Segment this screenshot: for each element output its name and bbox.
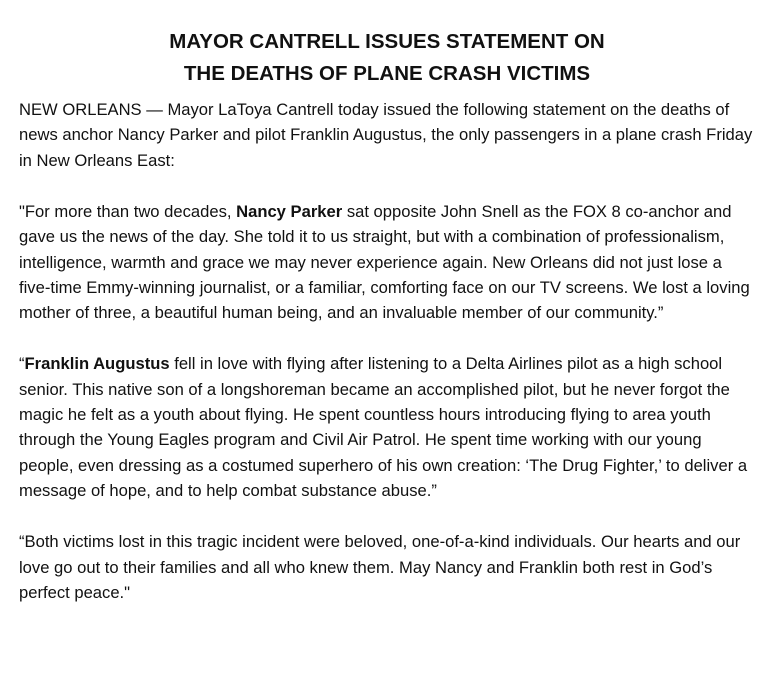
page-title [19,26,755,90]
quote-paragraph-closing: “Both victims lost in this tragic incident were beloved, one-of-a-kind individuals. Our hearts and our love go out to their families and all who knew them. May Nancy and Franklin both rest in God’s perfect peace." [19,532,741,602]
title-line-2: THE DEATHS OF PLANE CRASH VICTIMS [183,62,591,85]
intro-paragraph: NEW ORLEANS — Mayor LaToya Cantrell today issued the following statement on the deaths of news anchor Nancy Parker and pilot Franklin Augustus, the only passengers in a plane crash Friday in New Orleans East: [19,100,753,170]
quote-paragraph-nancy-parker [19,199,755,326]
quote-1-text: sat opposite John Snell as the FOX 8 co-anchor and gave us the news of the day. She told it to us straight, but with a combination of professionalism, intelligence, warmth and grace we may never experience again. New Orleans did not just lose a five-time Emmy-winning journalist, or a familiar, comforting face on our TV screens. We lost a loving mother of three, a beautiful human being, and an invaluable member of our community.” [19,201,750,323]
quote-2-text: fell in love with flying after listening to a Delta Airlines pilot as a high school senior. This native son of a longshoreman became an accomplished pilot, but he never forgot the magic he felt as a youth about flying. He spent countless hours introducing flying to area youth through the Young Eagles program and Civil Air Patrol. He spent time working with our young people, even dressing as a costumed superhero of his own creation: ‘The Drug Fighter,’ to deliver a message of hope, and to help combat substance abuse.” [19,354,748,501]
quote-paragraph-franklin-augustus [19,351,755,503]
quote-1-open: "For more than two decades, [19,201,237,221]
quote-2-open: “ [19,354,25,374]
quote-1-name: Nancy Parker [236,201,343,221]
quote-2-name: Franklin Augustus [24,354,170,374]
title-line-1: MAYOR CANTRELL ISSUES STATEMENT ON [169,30,605,53]
